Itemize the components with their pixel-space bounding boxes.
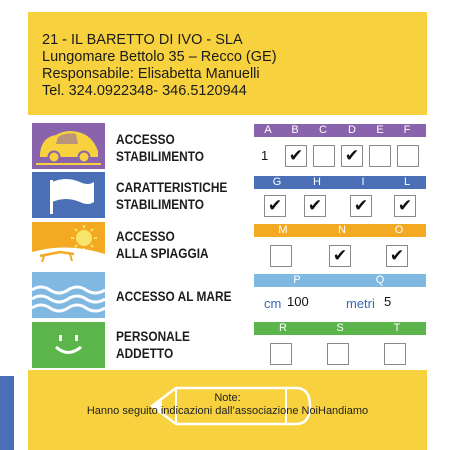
sun-sunbed-icon — [32, 222, 105, 268]
checkbox-t — [384, 343, 406, 365]
letter-band-purple: A B C D E F — [254, 124, 426, 137]
checkbox-o: ✔ — [386, 245, 408, 267]
unit-cm: cm — [264, 296, 282, 311]
side-tab — [0, 376, 14, 450]
letter-band-green: R S T — [254, 322, 426, 335]
letter-band-orange: M N O — [254, 224, 426, 237]
row-label-caratteristiche: CARATTERISTICHE STABILIMENTO — [116, 180, 228, 212]
row-label-personale: PERSONALE ADDETTO — [116, 329, 190, 361]
value-q: 5 — [384, 294, 392, 309]
notes-title: Note: — [214, 392, 241, 404]
notes-text: Hanno seguito indicazioni dall’associazione NoiHandiamo — [86, 405, 369, 417]
checkbox-i: ✔ — [350, 195, 372, 217]
header-panel — [28, 12, 427, 115]
checkbox-f — [397, 145, 419, 167]
letter-band-lightblue: P Q — [254, 274, 426, 287]
checkbox-b: ✔ — [285, 145, 307, 167]
car-icon — [32, 123, 105, 169]
venue-name: 21 - IL BARETTO DI IVO - SLA — [42, 32, 243, 48]
flag-icon — [32, 172, 105, 218]
venue-manager: Responsabile: Elisabetta Manuelli — [42, 66, 260, 82]
row-label-spiaggia: ACCESSO ALLA SPIAGGIA — [116, 229, 209, 261]
checkbox-n: ✔ — [329, 245, 351, 267]
value-a: 1 — [261, 148, 269, 163]
row-label-mare: ACCESSO AL MARE — [116, 289, 232, 304]
row-label-accesso-stabilimento: ACCESSO STABILIMENTO — [116, 132, 204, 164]
checkbox-h: ✔ — [304, 195, 326, 217]
checkbox-m — [270, 245, 292, 267]
venue-phone: Tel. 324.0922348- 346.5120944 — [42, 83, 247, 99]
venue-address: Lungomare Bettolo 35 – Recco (GE) — [42, 49, 277, 65]
checkbox-c — [313, 145, 335, 167]
checkbox-l: ✔ — [394, 195, 416, 217]
checkbox-d: ✔ — [341, 145, 363, 167]
checkbox-r — [270, 343, 292, 365]
notes-panel — [28, 370, 427, 450]
waves-icon — [32, 272, 105, 318]
unit-metri: metri — [346, 296, 375, 311]
value-p: 100 — [287, 294, 309, 309]
checkbox-g: ✔ — [264, 195, 286, 217]
smile-icon — [32, 322, 105, 368]
letter-band-blue: G H I L — [254, 176, 426, 189]
checkbox-s — [327, 343, 349, 365]
checkbox-e — [369, 145, 391, 167]
